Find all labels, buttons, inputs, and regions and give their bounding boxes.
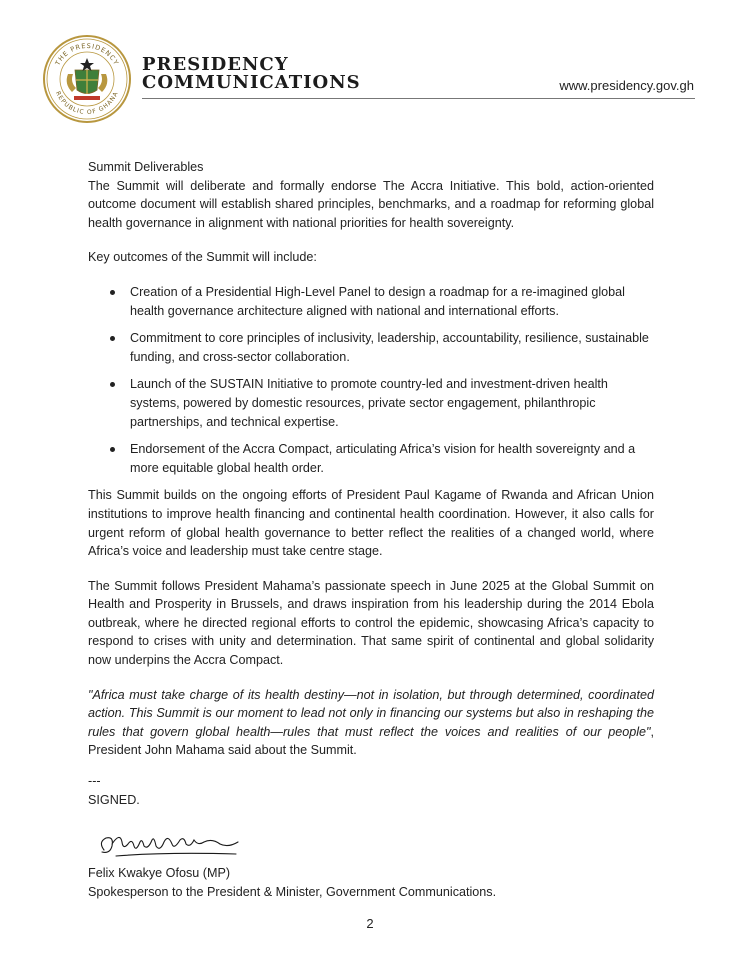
- svg-text:REPUBLIC OF GHANA: REPUBLIC OF GHANA: [54, 90, 120, 117]
- page-number: 2: [366, 916, 374, 931]
- bullet-icon: [110, 447, 115, 452]
- outcomes-list: [88, 283, 654, 477]
- intro-paragraph: The Summit will deliberate and formally endorse The Accra Initiative. This bold, action-oriented outcome document will establish shared principles, benchmarks, and a roadmap for reforming global health governance in alignment with national priorities for health sovereignty.: [88, 178, 654, 230]
- letterhead: [0, 0, 740, 117]
- quote-text: "Africa must take charge of its health destiny—not in isolation, but through determined, coordinated action. This Summit is our moment to lead not only in financing our systems but also in reshaping the rules that govern global health—rules that must reflect the voices and realities of our people": [88, 687, 654, 739]
- bullet-icon: [110, 290, 115, 295]
- signed-label: SIGNED.: [88, 792, 140, 807]
- summit-builds-paragraph: This Summit builds on the ongoing efforts of President Paul Kagame of Rwanda and African Union institutions to improve health financing and continental health coordination. However, it also calls for urgent reform of global health governance to better reflect the realities of a changed world, where Africa’s voice and leadership must take centre stage.: [88, 488, 654, 559]
- handwritten-signature: [96, 828, 246, 868]
- outcomes-lead: Key outcomes of the Summit will include:: [88, 250, 317, 265]
- list-item: Endorsement of the Accra Compact, articulating Africa’s vision for health sovereignty and a more equitable global health order.: [88, 440, 654, 477]
- section-title: Summit Deliverables: [88, 160, 204, 174]
- svg-text:THE PRESIDENCY: THE PRESIDENCY: [53, 41, 121, 67]
- brand-wordmark: [142, 56, 361, 92]
- list-item: Creation of a Presidential High-Level Panel to design a roadmap for a re-imagined global health governance architecture aligned with national and international efforts.: [88, 283, 654, 320]
- bullet-icon: [110, 336, 115, 341]
- quote-paragraph: [88, 686, 654, 760]
- list-item: Launch of the SUSTAIN Initiative to promote country-led and investment-driven health systems, powered by domestic resources, private sector engagement, philanthropic partnerships, and technical expertise.: [88, 375, 654, 431]
- website-link[interactable]: www.presidency.gov.gh: [559, 78, 694, 93]
- brand-line-communications: COMMUNICATIONS: [142, 72, 361, 93]
- separator-text: ---: [88, 774, 101, 788]
- bullet-icon: [110, 382, 115, 387]
- signoff: [88, 772, 140, 809]
- summit-follows-paragraph: The Summit follows President Mahama’s passionate speech in June 2025 at the Global Summit on Health and Prosperity in Brussels, and draws inspiration from his leadership during the 2014 Ebola outbreak, where he directed regional efforts to control the epidemic, showcasing Africa’s capacity to respond to crises with unity and determination. That same spirit of continental and global solidarity now underpins the Accra Compact.: [88, 578, 654, 668]
- document-body: [88, 158, 654, 760]
- presidency-seal-icon: [42, 34, 132, 124]
- brand-line-presidency: PRESIDENCY: [142, 54, 289, 75]
- signer-block: [88, 864, 496, 901]
- list-item: Commitment to core principles of inclusivity, leadership, accountability, resilience, sustainable funding, and cross-sector collaboration.: [88, 329, 654, 366]
- quote-attribution: , President John Mahama said about the Summit.: [88, 724, 654, 758]
- signer-name: Felix Kwakye Ofosu (MP): [88, 866, 231, 880]
- header-divider: [142, 98, 695, 99]
- signer-title: Spokesperson to the President & Minister, Government Communications.: [88, 884, 497, 899]
